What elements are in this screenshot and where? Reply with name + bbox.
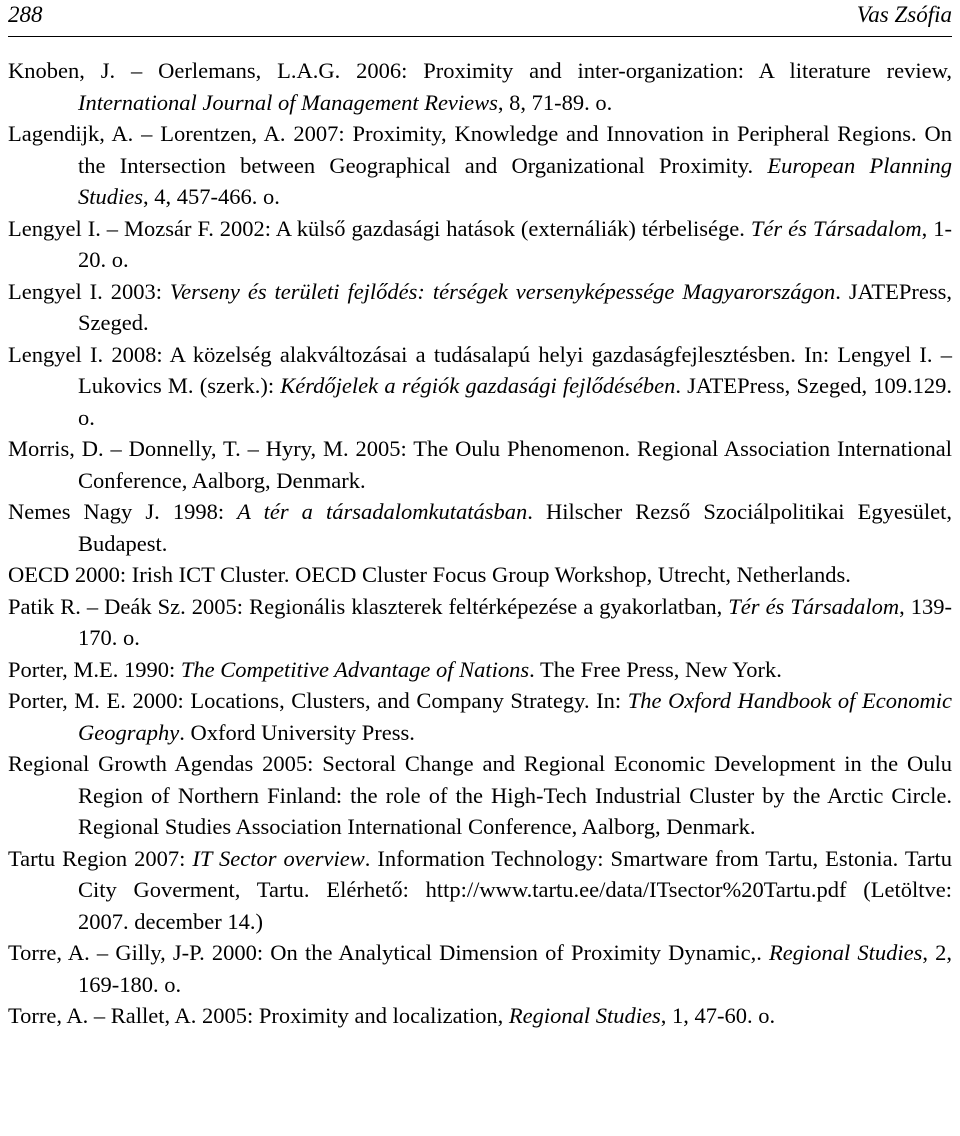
reference-text: , 4, 457-466. o. <box>143 184 280 209</box>
reference-text: Knoben, J. – Oerlemans, L.A.G. 2006: Proximity and inter-organization: A literature review, <box>8 58 952 83</box>
reference-title-italic: Regional Studies <box>768 940 923 965</box>
reference-entry <box>8 55 952 118</box>
reference-title-italic: A tér a társadalomkutatásban <box>237 499 528 524</box>
reference-text: . JATEPress, Szeged. <box>78 278 952 335</box>
reference-entry <box>8 937 952 1000</box>
reference-text: Porter, M. E. 2000: Locations, Clusters, and Company Strategy. In: <box>8 688 628 713</box>
reference-text: Patik R. – Deák Sz. 2005: Regionális klaszterek feltérképezése a gyakorlatban, <box>8 593 729 619</box>
reference-text: Torre, A. – Rallet, A. 2005: Proximity and localization, <box>8 1003 509 1028</box>
reference-entry <box>8 654 952 686</box>
reference-title-italic: International Journal of Management Reviews <box>78 89 498 115</box>
reference-entry <box>8 496 952 559</box>
reference-title-italic: The Competitive Advantage of Nations <box>180 656 530 682</box>
reference-text: . JATEPress, Szeged, 109.129. o. <box>78 373 953 430</box>
reference-entry <box>8 118 952 213</box>
reference-entry <box>8 213 952 276</box>
reference-text: . Hilscher Rezső Szociálpolitikai Egyesület, Budapest. <box>78 499 952 556</box>
page-number: 288 <box>8 2 43 27</box>
reference-text: , 2, 169-180. o. <box>78 940 952 997</box>
reference-text: , 1-20. o. <box>78 215 952 272</box>
reference-text: Morris, D. – Donnelly, T. – Hyry, M. 2005: The Oulu Phenomenon. Regional Association International Conference, Aalborg, Denmark. <box>8 436 952 493</box>
reference-entry <box>8 339 952 434</box>
reference-title-italic: Verseny és területi fejlődés: térségek versenyképessége Magyarországon <box>169 278 836 304</box>
reference-list <box>8 55 952 1032</box>
reference-title-italic: IT Sector overview <box>192 845 365 871</box>
reference-title-italic: Regional Studies <box>508 1003 661 1028</box>
reference-text: . Information Technology: Smartware from Tartu, Estonia. Tartu City Goverment, Tartu. Elérhető: http://www.tartu.ee/data/ITsector%20Tartu.pdf (Letöltve: 2007. december 14.) <box>78 845 953 934</box>
reference-entry <box>8 433 952 496</box>
reference-text: OECD 2000: Irish ICT Cluster. OECD Cluster Focus Group Workshop, Utrecht, Netherlands. <box>8 562 851 587</box>
reference-text: . Oxford University Press. <box>179 719 415 745</box>
reference-entry <box>8 276 952 339</box>
reference-text: , 8, 71-89. o. <box>497 89 613 115</box>
reference-title-italic: Kérdőjelek a régiók gazdasági fejlődésében <box>280 373 676 398</box>
header-rule <box>8 36 952 37</box>
reference-text: , 1, 47-60. o. <box>660 1003 776 1028</box>
reference-title-italic: European Planning Studies <box>78 152 952 209</box>
reference-text: Lengyel I. 2003: <box>8 278 170 304</box>
reference-text: Lengyel I. 2008: A közelség alakváltozásai a tudásalapú helyi gazdaságfejlesztésben. In: Lengyel I. – Lukovics M. (szerk.): <box>8 341 952 398</box>
running-header <box>8 0 952 36</box>
reference-entry <box>8 591 952 654</box>
reference-entry <box>8 843 952 938</box>
reference-title-italic: The Oxford Handbook of Economic Geography <box>78 688 952 745</box>
running-header-author: Vas Zsófia <box>856 2 952 27</box>
reference-text: Lagendijk, A. – Lorentzen, A. 2007: Proximity, Knowledge and Innovation in Peripheral Regions. On the Intersection between Geographical and Organizational Proximity. <box>8 121 952 178</box>
reference-text: , 139-170. o. <box>78 593 952 650</box>
reference-text: Lengyel I. – Mozsár F. 2002: A külső gazdasági hatások (externáliák) térbelisége. <box>8 215 751 241</box>
reference-text: Tartu Region 2007: <box>8 845 193 871</box>
reference-entry <box>8 1000 952 1032</box>
reference-text: Nemes Nagy J. 1998: <box>8 499 238 524</box>
reference-text: . The Free Press, New York. <box>529 656 782 682</box>
reference-title-italic: Tér és Társadalom <box>728 593 900 619</box>
reference-entry <box>8 685 952 748</box>
document-page <box>8 0 953 1028</box>
reference-text: Porter, M.E. 1990: <box>8 656 181 682</box>
reference-text: Regional Growth Agendas 2005: Sectoral Change and Regional Economic Development in the Oulu Region of Northern Finland: the role of the High-Tech Industrial Cluster by the Arctic Circle. Regional Studies Association International Conference, Aalborg, Denmark. <box>8 751 952 839</box>
reference-entry <box>8 559 952 591</box>
reference-entry <box>8 748 952 843</box>
reference-text: Torre, A. – Gilly, J-P. 2000: On the Analytical Dimension of Proximity Dynamic,. <box>8 940 769 965</box>
reference-title-italic: Tér és Társadalom <box>750 215 922 241</box>
